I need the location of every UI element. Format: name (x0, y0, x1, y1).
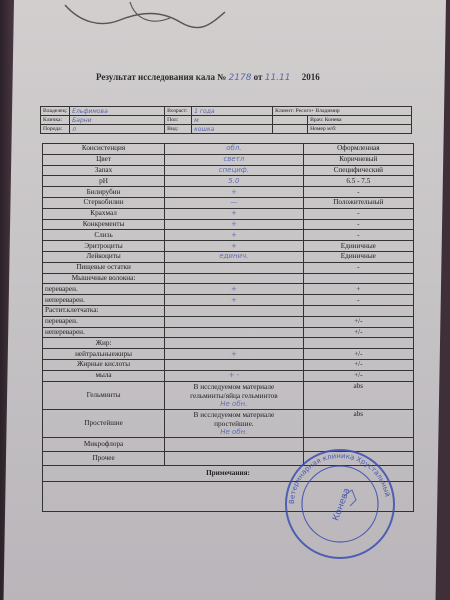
param-norm: - (303, 219, 413, 230)
result-row (43, 316, 414, 327)
result-row (43, 338, 414, 349)
age-value: 1 года (192, 107, 273, 116)
result-row (43, 262, 414, 273)
param-norm: + (303, 284, 413, 295)
param-value (165, 251, 304, 262)
result-row (43, 359, 414, 370)
param-value (165, 295, 304, 306)
param-norm: +/- (303, 316, 413, 327)
handwritten-value: — (230, 198, 238, 207)
param-name: Жирные кислоты (43, 359, 165, 370)
param-value (165, 187, 304, 198)
param-norm: +/- (303, 359, 413, 370)
param-name: Мышечные волокна: (43, 273, 165, 284)
param-norm: Коричневый (303, 154, 413, 165)
result-row (43, 349, 414, 360)
param-norm: Специфический (303, 165, 413, 176)
title-from: от (253, 72, 263, 82)
helminths-norm: abs (303, 381, 413, 409)
notes-label: Примечания: (43, 465, 414, 481)
protozoa-line2: простейшие. (214, 418, 254, 428)
param-value (165, 316, 304, 327)
result-row (43, 230, 414, 241)
param-value (165, 338, 304, 349)
result-row (43, 165, 414, 176)
protozoa-result (165, 409, 304, 437)
result-row (43, 241, 414, 252)
param-norm: - (303, 262, 413, 273)
result-row (43, 327, 414, 338)
nickname-value: Барни (70, 116, 165, 125)
param-norm: Положительный (303, 197, 413, 208)
param-value (165, 208, 304, 219)
param-name: переварен. (43, 316, 165, 327)
result-row (43, 295, 414, 306)
result-row (43, 273, 414, 284)
handwritten-value: + (230, 284, 237, 293)
patient-info-table (40, 106, 412, 134)
doctor-label: Врач: Конева (308, 116, 412, 125)
owner-label: Владелец: (41, 107, 70, 116)
handwritten-value: + (230, 219, 237, 228)
param-norm: +/- (303, 370, 413, 381)
analysis-date: 11.11 (264, 73, 291, 83)
param-value (165, 273, 304, 284)
param-norm: - (303, 187, 413, 198)
nickname-label: Кличка: (41, 116, 70, 125)
param-value (165, 165, 304, 176)
param-name: Стеркобилин (43, 197, 165, 208)
param-name: Конкременты (43, 219, 165, 230)
param-norm: Единичные (303, 241, 413, 252)
protozoa-hand: Не обн. (220, 427, 248, 436)
param-name: Запах (43, 165, 165, 176)
handwritten-value: + (230, 230, 237, 239)
species-value: кошка (192, 125, 273, 134)
helminths-label: Гельминты (43, 381, 165, 409)
sex-value: м (192, 116, 273, 125)
card-number-label: Номер м/б: (308, 125, 412, 134)
param-value (165, 241, 304, 252)
protozoa-label: Простейшие (43, 409, 165, 437)
param-norm: - (303, 295, 413, 306)
client-label: Клиент: Ресогз+ Владимир (273, 107, 412, 116)
param-norm: 6.5 - 7.5 (303, 176, 413, 187)
protozoa-norm: abs (303, 409, 413, 437)
param-name: Слизь (43, 230, 165, 241)
microflora-label: Микрофлора (43, 437, 165, 451)
handwritten-value: + (230, 349, 237, 358)
breed-value: л (70, 125, 165, 134)
protozoa-line1: В исследуемом материале (193, 409, 275, 419)
param-value (165, 230, 304, 241)
param-value (165, 144, 304, 155)
helminths-line2: гельминты/яйца гельминтов (190, 390, 278, 400)
title-prefix: Результат исследования кала № (96, 72, 227, 82)
result-row (43, 284, 414, 295)
species-label: Вид: (165, 125, 192, 134)
param-value (165, 370, 304, 381)
param-name: переварен. (43, 284, 165, 295)
param-norm: +/- (303, 349, 413, 360)
result-row (43, 370, 414, 381)
sex-label: Пол: (165, 116, 192, 125)
handwritten-value: обл. (226, 144, 242, 153)
handwritten-value: светл (223, 155, 245, 164)
param-name: нейтральныежиры (43, 349, 165, 360)
result-row (43, 251, 414, 262)
handwritten-value: специф. (218, 165, 249, 174)
param-value (165, 359, 304, 370)
handwritten-value: единич. (219, 252, 249, 261)
param-norm: - (303, 208, 413, 219)
result-row (43, 219, 414, 230)
param-name: Билирубин (43, 187, 165, 198)
stamp-outer-text: Ветеринарная клиника Хрустальный (287, 451, 392, 505)
handwritten-value: 5.0 (228, 176, 240, 185)
stamp-center-text: Конева (331, 486, 353, 523)
param-name: Лейкоциты (43, 251, 165, 262)
handwritten-value: + (230, 209, 237, 218)
result-row (43, 187, 414, 198)
analysis-number: 2178 (228, 73, 252, 83)
age-label: Возраст: (165, 107, 192, 116)
param-value (165, 349, 304, 360)
helminths-result (165, 381, 304, 409)
result-row (43, 208, 414, 219)
param-name: Растит.клетчатка: (43, 305, 165, 316)
helminths-line1: В исследуемом материале (193, 381, 275, 391)
param-norm (303, 305, 413, 316)
owner-value: Ельфимова (70, 107, 165, 116)
param-value (165, 176, 304, 187)
other-label: Прочее (43, 451, 165, 465)
param-value (165, 197, 304, 208)
clinic-stamp (282, 446, 398, 562)
param-name: Цвет (43, 154, 165, 165)
param-norm (303, 273, 413, 284)
param-name: Жир: (43, 338, 165, 349)
result-row (43, 154, 414, 165)
param-value (165, 219, 304, 230)
page-title (96, 72, 320, 83)
param-name: Крахмал (43, 208, 165, 219)
param-name: Консистенция (43, 144, 165, 155)
result-row (43, 144, 414, 155)
handwritten-value: + (230, 241, 237, 250)
param-name: Пищевые остатки (43, 262, 165, 273)
param-value (165, 284, 304, 295)
breed-label: Порода: (41, 125, 70, 134)
param-value (165, 327, 304, 338)
helminths-hand: Не обн. (220, 399, 248, 408)
result-row (43, 197, 414, 208)
handwritten-value: + - (228, 371, 240, 380)
handwritten-value: + (230, 187, 237, 196)
param-name: Эритроциты (43, 241, 165, 252)
param-value (165, 305, 304, 316)
param-norm: +/- (303, 327, 413, 338)
param-name: непереварен. (43, 295, 165, 306)
param-name: мыла (43, 370, 165, 381)
handwritten-value: + (230, 295, 237, 304)
param-value (165, 262, 304, 273)
result-row (43, 305, 414, 316)
param-name: непереварен. (43, 327, 165, 338)
param-name: pH (43, 176, 165, 187)
param-value (165, 154, 304, 165)
param-norm (303, 338, 413, 349)
analysis-year: 2016 (301, 72, 320, 82)
param-norm: Оформленная (303, 144, 413, 155)
handwritten-header-scribble (60, 0, 230, 32)
result-row (43, 176, 414, 187)
param-norm: - (303, 230, 413, 241)
param-norm: Единичные (303, 251, 413, 262)
